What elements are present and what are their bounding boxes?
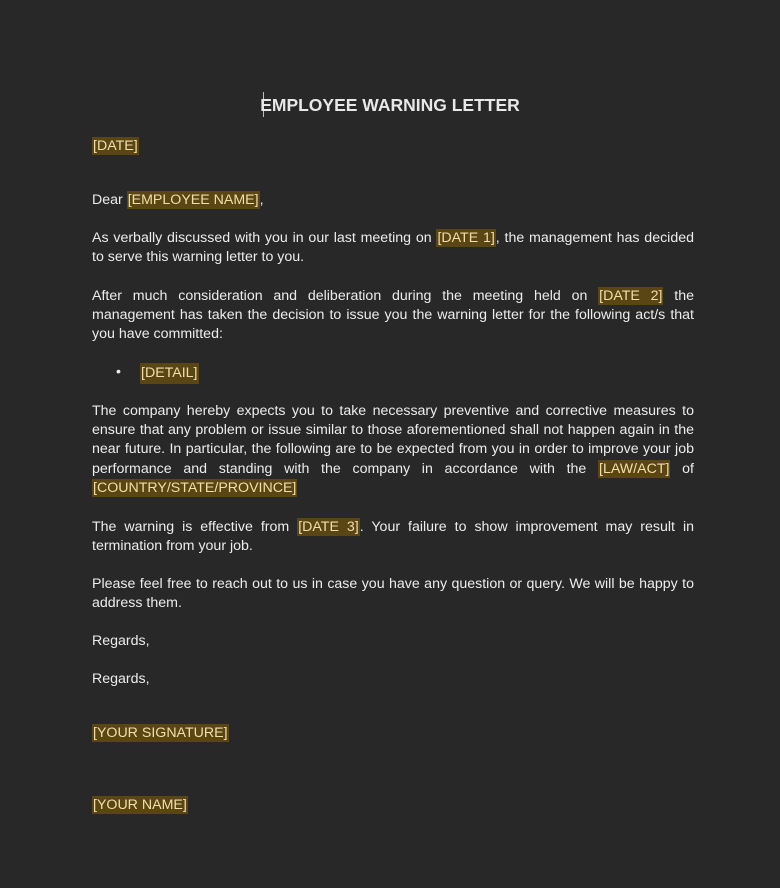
paragraph-meeting: [92, 229, 694, 267]
regards-line-1: Regards,: [92, 633, 150, 649]
salutation: [92, 191, 694, 210]
paragraph-expectations: [92, 402, 694, 498]
letter-title: EMPLOYEE WARNING LETTER: [260, 95, 520, 115]
paragraph-deliberation: [92, 287, 694, 345]
date-2-placeholder[interactable]: [DATE 2]: [599, 288, 663, 304]
paragraph-meeting-start: As verbally discussed with you in our last meeting on: [92, 230, 437, 246]
paragraph-effective-end: . Your failure to show improvement may result in termination from your job.: [92, 519, 694, 555]
paragraph-contact: Please feel free to reach out to us in case you have any question or query. We will be happy to address them.: [92, 576, 694, 612]
paragraph-expectations-start: The company hereby expects you to take necessary preventive and corrective measures to ensure that any problem or issue similar to those aforementioned shall not happen again in the near future. In particular, the following are to be expected from you in order to improve your job performance and standing with the company in accordance with the: [92, 403, 694, 477]
paragraph-deliberation-end: the management has taken the decision to issue you the warning letter for the following act/s that you have committed:: [92, 288, 694, 343]
name-line: [92, 796, 694, 815]
date-1-placeholder[interactable]: [DATE 1]: [437, 230, 495, 246]
date-placeholder[interactable]: [DATE]: [93, 138, 138, 154]
employee-name-placeholder[interactable]: [EMPLOYEE NAME]: [127, 192, 259, 208]
date-line: [92, 137, 694, 156]
law-act-placeholder[interactable]: [LAW/ACT]: [599, 460, 670, 477]
paragraph-effective: [92, 518, 694, 556]
salutation-suffix: ,: [259, 192, 264, 208]
region-placeholder[interactable]: [COUNTRY/STATE/PROVINCE]: [93, 479, 297, 496]
name-placeholder[interactable]: [YOUR NAME]: [93, 797, 187, 813]
signature-line: [92, 724, 694, 743]
paragraph-expectations-mid: of: [670, 460, 694, 477]
signature-placeholder[interactable]: [YOUR SIGNATURE]: [93, 725, 228, 741]
regards-line-2: Regards,: [92, 671, 150, 687]
detail-placeholder[interactable]: [DETAIL]: [140, 363, 199, 384]
paragraph-deliberation-start: After much consideration and deliberation during the meeting held on: [92, 288, 599, 304]
date-3-placeholder[interactable]: [DATE 3]: [298, 519, 359, 535]
bullet-icon: •: [116, 364, 121, 380]
paragraph-meeting-end: , the management has decided to serve this warning letter to you.: [92, 230, 695, 266]
paragraph-effective-start: The warning is effective from: [92, 519, 298, 535]
salutation-prefix: Dear: [92, 192, 127, 208]
